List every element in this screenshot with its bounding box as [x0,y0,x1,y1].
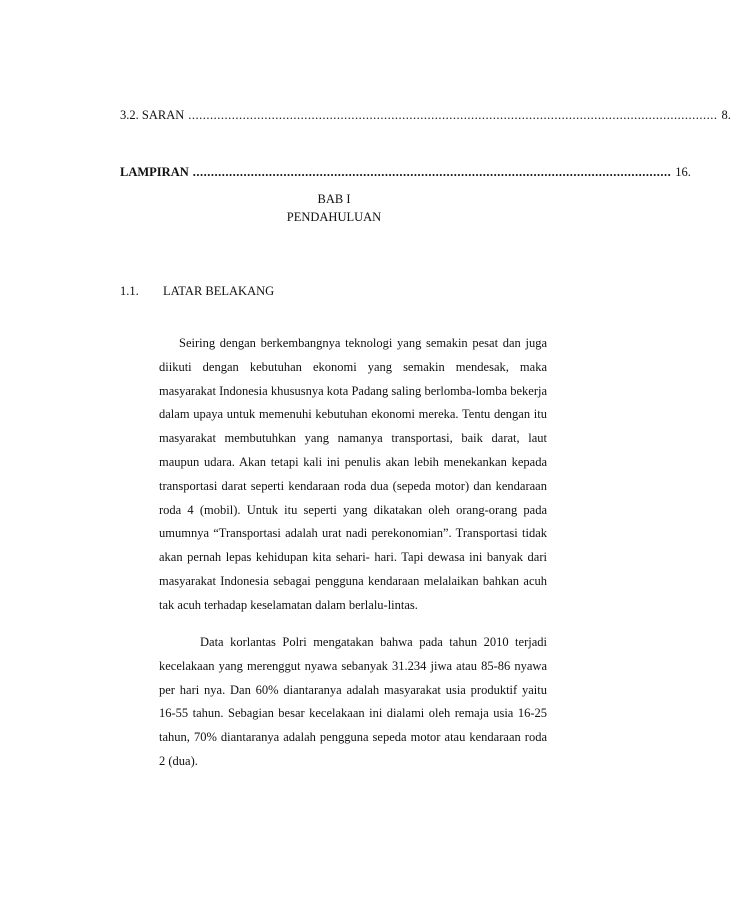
section-title: LATAR BELAKANG [163,284,275,298]
body-paragraph: Data korlantas Polri mengatakan bahwa pada tahun 2010 terjadi kecelakaan yang merenggut nyawa sebanyak 31.234 jiwa atau 85-86 nyawa per hari nya. Dan 60% diantaranya adalah masyarakat usia produktif yaitu 16-55 tahun. Sebagian besar kecelakaan ini dialami oleh remaja usia 16-25 tahun, 70% diantaranya adalah pengguna sepeda motor atau kendaraan roda 2 (dua). [159,635,547,768]
toc-leader-dots: .................................................................................................................................... [192,165,672,179]
section-heading [120,283,274,299]
body-paragraph: Seiring dengan berkembangnya teknologi yang semakin pesat dan juga diikuti dengan kebutuhan ekonomi yang semakin mendesak, maka masyarakat Indonesia khususnya kota Padang saling berlomba-lomba bekerja dalam upaya untuk memenuhi kebutuhan ekonomi mereka. Tentu dengan itu masyarakat membutuhkan yang namanya transportasi, baik darat, laut maupun udara. Akan tetapi kali ini penulis akan lebih menekankan kepada transportasi darat seperti kendaraan roda dua (sepeda motor) dan kendaraan roda 4 (mobil). Untuk itu seperti yang dikatakan oleh orang-orang pada umumnya “Transportasi adalah urat nadi perekonomian”. Transportasi tidak akan pernah lepas kehidupan kita sehari- hari. Tapi dewasa ini banyak dari masyarakat Indonesia sebagai pengguna kendaraan melalaikan bahkan acuh tak acuh terhadap keselamatan dalam berlalu-lintas. [159,336,547,612]
toc-page-number: 8. [721,108,731,122]
toc-entry-lampiran [120,164,691,180]
toc-page-number: 16. [675,165,691,179]
chapter-number: BAB I [317,192,351,206]
chapter-title: PENDAHULUAN [286,210,382,224]
toc-leader-dots: .................................................................................................................................................. [188,108,718,122]
toc-entry-saran [120,107,731,123]
section-number: 1.1. [120,284,139,298]
toc-entry-label: 3.2. SARAN [120,108,185,122]
toc-entry-label: LAMPIRAN [120,165,189,179]
